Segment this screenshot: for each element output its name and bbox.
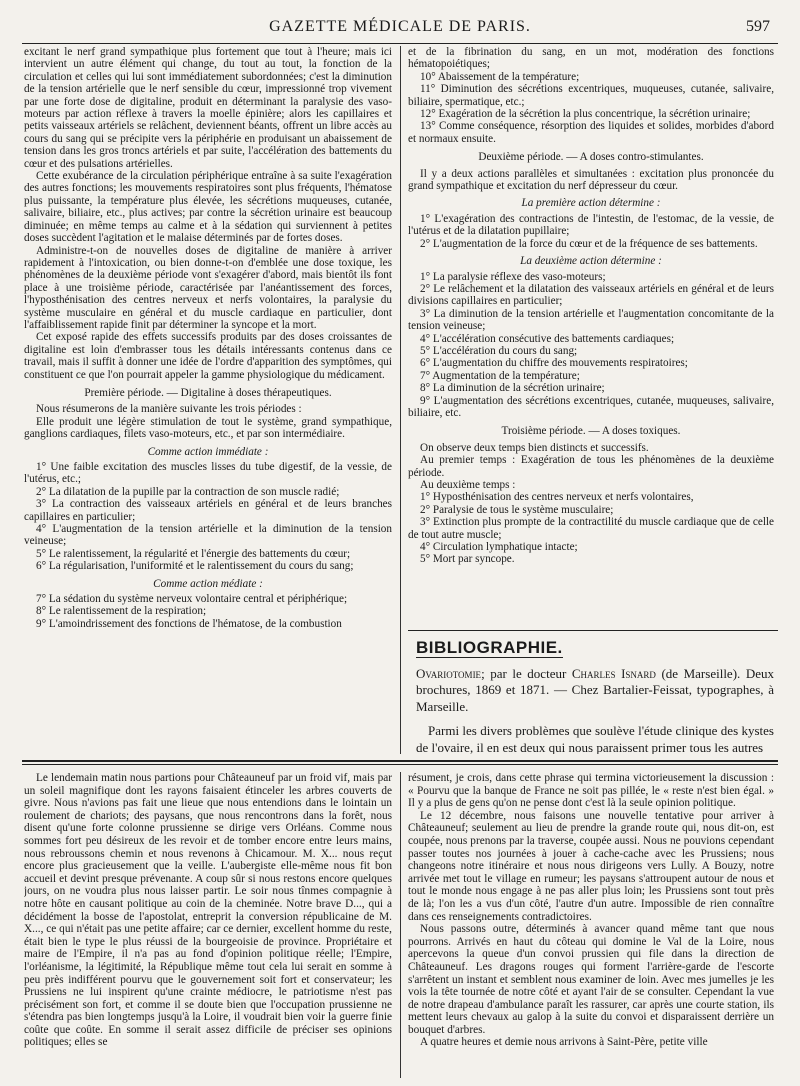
paragraph: Le lendemain matin nous partions pour Châteauneuf par un froid vif, mais par un soleil magnifique dont les rayons faisaient étinceler les arbres couverts de givre. Nous n'avions pas fait une lieue que nous entendions dans le lointain un roulement de chariots; des paysans, que nous rencontrons dans la forêt, nous disent qu'une forte colonne prussienne se dirige vers Orléans. Comme nous sommes fort peu désireux de les revoir et de tomber encore entre leurs mains, nous rebroussons chemin et nous revenons à Chicamour. M. X... nous reçut encore plus gracieusement que la veille. L'aubergiste elle-même nous fit bon accueil et devint presque prévenante. A coup sûr si nous restons encore quelques jours, on ne voudra plus nous laisser partir. Le soir nous tînmes compagnie à notre hôte en causant politique au coin de la cheminée. Notre brave D..., qui a décidément la bosse de l'apostolat, entreprit la conversion républicaine de M. X..., ce qui n'était pas une petite affaire; car ce dernier, excellent homme du reste, était bien le type le plus réussi de la bourgeoisie de province. Propriétaire et maire de l'Empire, il n'a pas au fond d'opinion politique réelle; l'Empire, l'orléanisme, la légitimité, la République même tout cela lui serait en somme à peu près indifférent pourvu que le gouvernement soit fort et conservateur; les Prussiens ne lui inspirent qu'une crainte médiocre, le patriotisme n'est pas précisément son fort, et comme il se doute bien que l'occupation prussienne ne s'étendra pas bien longtemps jusqu'à la Loire, il voudrait bien voir la guerre finie coûte que coûte. En somme il serait assez difficile de préciser ses opinions politiques; elles se: [24, 772, 392, 1049]
paragraph: Elle produit une légère stimulation de tout le système, grand sympathique, ganglions cardiaques, filets vaso-moteurs, etc., et par son intermédiaire.: [24, 415, 392, 441]
paragraph: 5° L'accélération du cours du sang;: [420, 344, 578, 357]
paragraph: résument, je crois, dans cette phrase qui termina victorieusement la discussion : « Pourvu que la banque de France ne soit pas pillée, le « reste n'est bien égal. » Il y a plus de gens qu'on ne pense dont c'est là la seule opinion politique.: [408, 772, 774, 810]
lower-right-column: [408, 772, 774, 1078]
entry-author: Charles Isnard: [571, 665, 656, 681]
paragraph: 9° L'amoindrissement des fonctions de l'hématose, de la combustion: [36, 617, 342, 630]
feuilleton-rule-1: [22, 760, 778, 762]
paragraph: 7° La sédation du système nerveux volontaire central et périphérique;: [36, 593, 348, 606]
paragraph: excitant le nerf grand sympathique plus fortement que tout à l'heure; mais ici intervient un autre élément qui change, du tout au tout, la fonction de la circulation et celles qui lui sont immédiatement subordonnées; c'est la diminution de la tension artérielle que le nerf sensible du cœur, impressionné trop vivement par une forte dose de digitaline, produit en déterminant la paralysie des vaso-moteurs par action réflexe à travers la moelle épinière; alors les capillaires et petits vaisseaux artériels se relâchent, deviennent béants, offrent un libre accès au cours du sang qui se précipite vers la périphérie en produisant un abaissement de tension dans les gros troncs artériels et par suite, l'accélération des battements du cœur et des pulsations artérielles.: [24, 46, 392, 170]
paragraph: Le 12 décembre, nous faisons une nouvelle tentative pour arriver à Châteauneuf; seulement au lieu de prendre la grande route qui, nous dit-on, est coupée, nous prenons par la traverse, coupée aussi. Nous ne pouvions cependant passer toutes nos journées à jouer à cache-cache avec les Prussiens; nous changeons notre itinéraire et nous nous dirigeons vers Lully. A Bouzy, notre arrivée met tout le village en rumeur; les paysans s'attroupent autour de nous et tout le monde nous engage à ne pas aller plus loin; les Prussiens sont tout près de là; l'on les a vus d'un côté, l'autre d'un autre. Impossible de rien connaître dans ces renseignements contradictoires.: [408, 809, 774, 923]
paragraph: Nous passons outre, déterminés à avancer quand même tant que nous pourrons. Arrivés en haut du côteau qui domine le Val de la Loire, nous apercevons la queue d'un convoi prussien qui file dans la direction de Châteauneuf. Les dragons rouges qui forment l'arrière-garde de l'escorte s'arrêtent un instant et semblent nous examiner de loin. Avec mes jumelles je les vois la tête tournée de notre côté et ayant l'air de se consulter. Cependant la vue de notre drapeau d'ambulance paraît les rassurer, car après une courte station, ils mettent leurs chevaux au galop à la suite du convoi et disparaissent derrière un bouquet d'arbres.: [408, 923, 774, 1036]
bibliography-title: BIBLIOGRAPHIE.: [416, 638, 563, 657]
entry-rest: ; par le docteur: [481, 665, 572, 681]
section-heading: Troisième période. — A doses toxiques.: [501, 425, 681, 438]
subsection-heading: Comme action immédiate :: [147, 445, 269, 458]
paragraph: Administre-t-on de nouvelles doses de digitaline de manière à arriver rapidement à l'intoxication, ou bien donne-t-on d'emblée une dose toxique, les phénomènes de la deuxième période vont s'exagérer d'abord, mais bientôt ils font place à une troisième période, caractérisée par l'anéantissement des forces, l'hyposthénisation des centres nerveux et nerfs volontaires, la paralysie du système musculaire en général et du muscle cardiaque en particulier, dont l'affaiblissement rapide finit par déterminer la syncope et la mort.: [24, 244, 392, 331]
right-column: [408, 46, 774, 626]
column-separator: [400, 46, 401, 754]
paragraph: Nous résumerons de la manière suivante les trois périodes :: [36, 403, 302, 416]
paragraph: 4° L'accélération consécutive des battements cardiaques;: [420, 332, 675, 345]
paragraph: Cette exubérance de la circulation périphérique entraîne à sa suite l'exagération des autres fonctions; les mouvements respiratoires sont plus fréquents, l'hématose plus puissante, la température plus élevée, les sécrétions muqueuses, cutanée, salivaire, biliaire, etc., plus actives; par contre la sécrétion urinaire est beaucoup diminuée; en même temps au calme et à la sédation qui surviennent à petites doses succèdent l'agitation et le malaise déterminés par de fortes doses.: [24, 170, 392, 245]
journal-title: GAZETTE MÉDICALE DE PARIS.: [269, 18, 531, 35]
paragraph: 3° La diminution de la tension artérielle et l'augmentation concomitante de la tension veineuse;: [408, 307, 774, 333]
paragraph: 8° La diminution de la sécrétion urinaire;: [420, 382, 605, 395]
paragraph: Au deuxième temps :: [420, 479, 516, 491]
paragraph: 1° La paralysie réflexe des vaso-moteurs;: [420, 270, 606, 283]
lower-column-separator: [400, 772, 401, 1078]
paragraph: 10° Abaissement de la température;: [420, 70, 580, 83]
subsection-heading: La première action détermine :: [521, 197, 661, 210]
paragraph: 1° L'exagération des contractions de l'intestin, de l'estomac, de la vessie, de l'utérus et de la dilatation pupillaire;: [408, 212, 774, 238]
paragraph: 6° L'augmentation du chiffre des mouvements respiratoires;: [420, 357, 688, 370]
paragraph: 3° La contraction des vaisseaux artériels en général et de leurs branches capillaires en particulier;: [24, 498, 392, 523]
paragraph: 3° Extinction plus prompte de la contractilité du muscle cardiaque que de celle de tout autre muscle;: [408, 516, 774, 541]
paragraph: 2° Paralysie de tous le système musculaire;: [420, 503, 614, 516]
paragraph: Cet exposé rapide des effets successifs produits par des doses croissantes de digitaline est loin d'embrasser tous les détails intéressants contenus dans ce travail, mais il suffit à donner une idée de l'ordre d'apparition des symptômes, qui constituent ce que l'on pourrait appeler la gamme physiologique du médicament.: [24, 331, 392, 381]
paragraph: 12° Exagération de la sécrétion la plus concentrique, la sécrétion urinaire;: [420, 108, 751, 121]
paragraph: A quatre heures et demie nous arrivons à Saint-Père, petite ville: [420, 1036, 708, 1049]
paragraph: 2° Le relâchement et la dilatation des vaisseaux artériels en général et de leurs divisions capillaires en particulier;: [408, 282, 774, 308]
paragraph: Au premier temps : Exagération de tous les phénomènes de la deuxième période.: [408, 454, 774, 479]
paragraph: 5° Mort par syncope.: [420, 553, 515, 566]
header-rule: [22, 43, 778, 44]
paragraph: 7° Augmentation de la température;: [420, 369, 580, 382]
subsection-heading: La deuxième action détermine :: [520, 255, 662, 268]
section-heading: Deuxième période. — A doses contro-stimulantes.: [478, 151, 704, 164]
paragraph: 1° Hyposthénisation des centres nerveux et nerfs volontaires,: [420, 491, 694, 504]
section-heading: Première période. — Digitaline à doses thérapeutiques.: [84, 386, 332, 399]
subsection-heading: Comme action médiate :: [153, 577, 263, 590]
paragraph: 5° Le ralentissement, la régularité et l'énergie des battements du cœur;: [36, 547, 351, 560]
paragraph: et de la fibrination du sang, en un mot, modération des fonctions hématopoiétiques;: [408, 46, 774, 71]
bibliography-section: [416, 638, 774, 754]
paragraph: On observe deux temps bien distincts et successifs.: [420, 441, 649, 454]
bibliography-entry: [416, 666, 774, 716]
paragraph: 11° Diminution des sécrétions excentriques, muqueuses, cutanée, salivaire, biliaire, spermatique, etc.;: [408, 83, 774, 108]
paragraph: 13° Comme conséquence, résorption des liquides et solides, morbides d'abord et normaux ensuite.: [408, 120, 774, 145]
paragraph: 9° L'augmentation des sécrétions excentriques, cutanée, muqueuses, salivaire, biliaire, etc.: [408, 394, 774, 419]
paragraph: Il y a deux actions parallèles et simultanées : excitation plus prononcée du grand sympathique et excitation du nerf dépresseur du cœur.: [408, 167, 774, 193]
lower-left-column: [24, 772, 392, 1078]
paragraph: 2° L'augmentation de la force du cœur et de la fréquence de ses battements.: [420, 237, 758, 250]
page-number: 597: [746, 18, 770, 35]
paragraph: 6° La régularisation, l'uniformité et le ralentissement du cours du sang;: [36, 560, 354, 573]
paragraph: 2° La dilatation de la pupille par la contraction de son muscle radié;: [36, 485, 340, 498]
paragraph: 1° Une faible excitation des muscles lisses du tube digestif, de la vessie, de l'utérus, etc.;: [24, 461, 392, 486]
entry-title: Ovariotomie: [416, 665, 482, 681]
paragraph: 8° Le ralentissement de la respiration;: [36, 605, 207, 618]
bibliography-rule: [408, 630, 778, 631]
left-column: [24, 46, 392, 752]
bibliography-text: Parmi les divers problèmes que soulève l'étude clinique des kystes de l'ovaire, il en est deux qui nous paraissent primer tous les autres: [416, 723, 774, 754]
page-header: [30, 18, 770, 40]
feuilleton-rule-2: [22, 764, 778, 765]
paragraph: 4° L'augmentation de la tension artérielle et la diminution de la tension veineuse;: [24, 523, 392, 548]
entry-after: (de Marseille). Deux brochures, 1869 et 1871. — Chez Bartalier-Feissat, typographes, à Marseille.: [416, 665, 774, 714]
paragraph: 4° Circulation lymphatique intacte;: [420, 541, 578, 554]
